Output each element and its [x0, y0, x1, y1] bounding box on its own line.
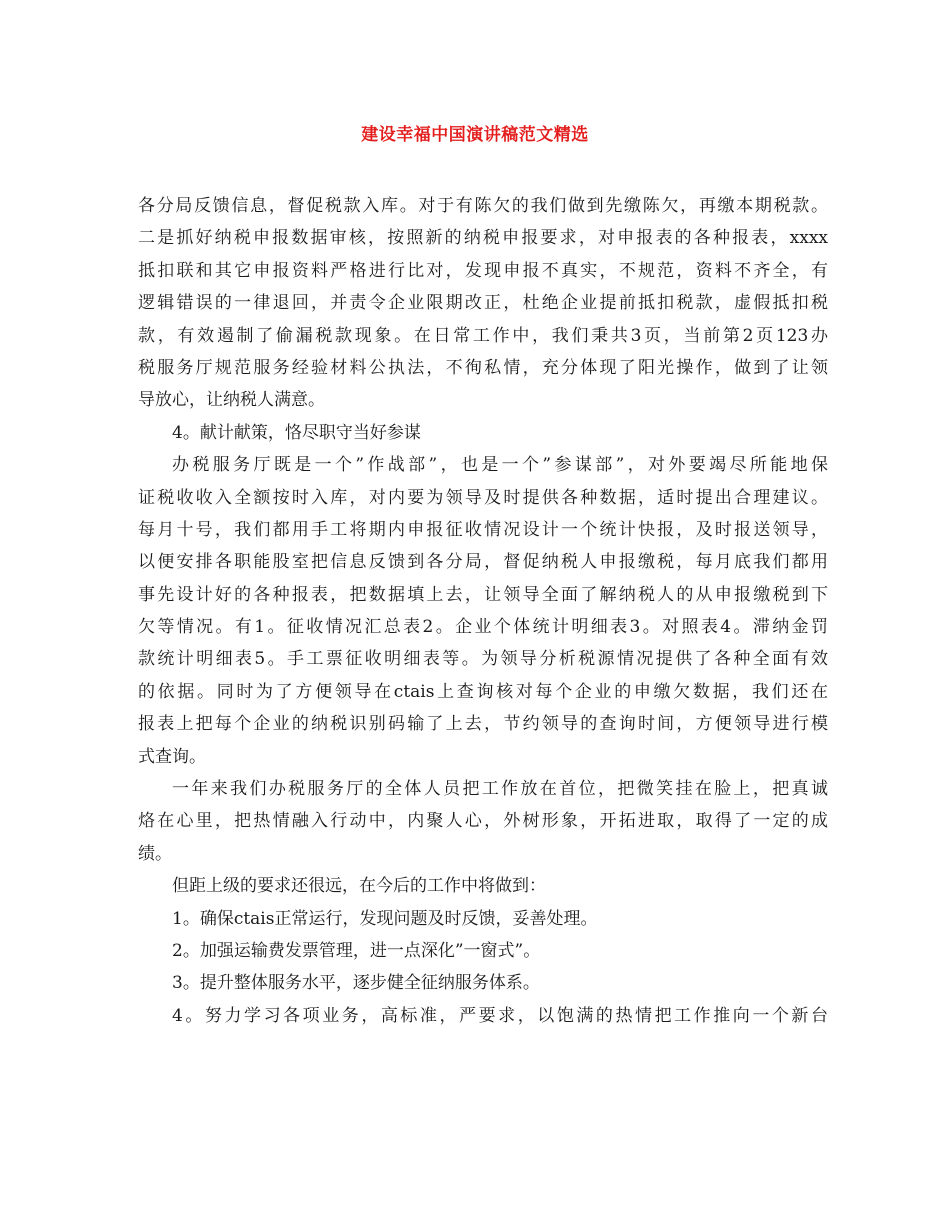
body-line: 绩。: [138, 843, 172, 864]
body-line: 导放心，让纳税人满意。: [138, 390, 325, 411]
body-line: 2。加强运输费发票管理，进一点深化”一窗式”。: [172, 940, 541, 961]
body-line: 报表上把每个企业的纳税识别码输了上去，节约领导的查询时间，方便领导进行模: [138, 714, 828, 735]
body-line: 式查询。: [138, 746, 206, 767]
document-body: [138, 190, 828, 1032]
body-line: 的依据。同时为了方便领导在ctais上查询核对每个企业的申缴欠数据，我们还在: [138, 681, 828, 702]
body-line: 3。提升整体服务水平，逐步健全征纳服务体系。: [172, 973, 540, 994]
body-line: 办税服务厅既是一个”作战部”，也是一个”参谋部”，对外要竭尽所能地保: [172, 455, 828, 476]
body-line: 逻辑错误的一律退回，并责令企业限期改正，杜绝企业提前抵扣税款，虚假抵扣税: [138, 293, 828, 314]
body-line: 一年来我们办税服务厅的全体人员把工作放在首位，把微笑挂在脸上，把真诚: [172, 779, 828, 800]
body-line: 抵扣联和其它申报资料严格进行比对，发现申报不真实，不规范，资料不齐全，有: [138, 260, 828, 281]
body-line: 二是抓好纳税申报数据审核，按照新的纳税申报要求，对申报表的各种报表，xxxx: [138, 228, 828, 249]
body-line: 4。努力学习各项业务，高标准，严要求，以饱满的热情把工作推向一个新台: [172, 1005, 828, 1026]
body-line: 每月十号，我们都用手工将期内申报征收情况设计一个统计快报，及时报送领导，: [138, 519, 828, 540]
body-line: 4。献计献策，恪尽职守当好参谋: [172, 422, 421, 443]
body-line: 事先设计好的各种报表，把数据填上去，让领导全面了解纳税人的从申报缴税到下: [138, 584, 828, 605]
body-line: 款统计明细表5。手工票征收明细表等。为领导分析税源情况提供了各种全面有效: [138, 649, 828, 670]
body-line: 款，有效遏制了偷漏税款现象。在日常工作中，我们秉共3页，当前第2页123办: [138, 325, 828, 346]
body-line: 各分局反馈信息，督促税款入库。对于有陈欠的我们做到先缴陈欠，再缴本期税款。: [138, 196, 828, 216]
document-title: 建设幸福中国演讲稿范文精选: [361, 125, 589, 145]
body-line: 但距上级的要求还很远，在今后的工作中将做到：: [172, 876, 546, 897]
body-line: 证税收收入全额按时入库，对内要为领导及时提供各种数据，适时提出合理建议。: [138, 487, 828, 508]
body-line: 烙在心里，把热情融入行动中，内聚人心，外树形象，开拓进取，取得了一定的成: [138, 811, 828, 832]
body-line: 以便安排各职能股室把信息反馈到各分局，督促纳税人申报缴税，每月底我们都用: [138, 552, 828, 573]
body-line: 1。确保ctais正常运行，发现问题及时反馈，妥善处理。: [172, 908, 598, 929]
body-line: 税服务厅规范服务经验材料公执法，不徇私情，充分体现了阳光操作，做到了让领: [138, 357, 828, 378]
body-line: 欠等情况。有1。征收情况汇总表2。企业个体统计明细表3。对照表4。滞纳金罚: [138, 617, 828, 638]
